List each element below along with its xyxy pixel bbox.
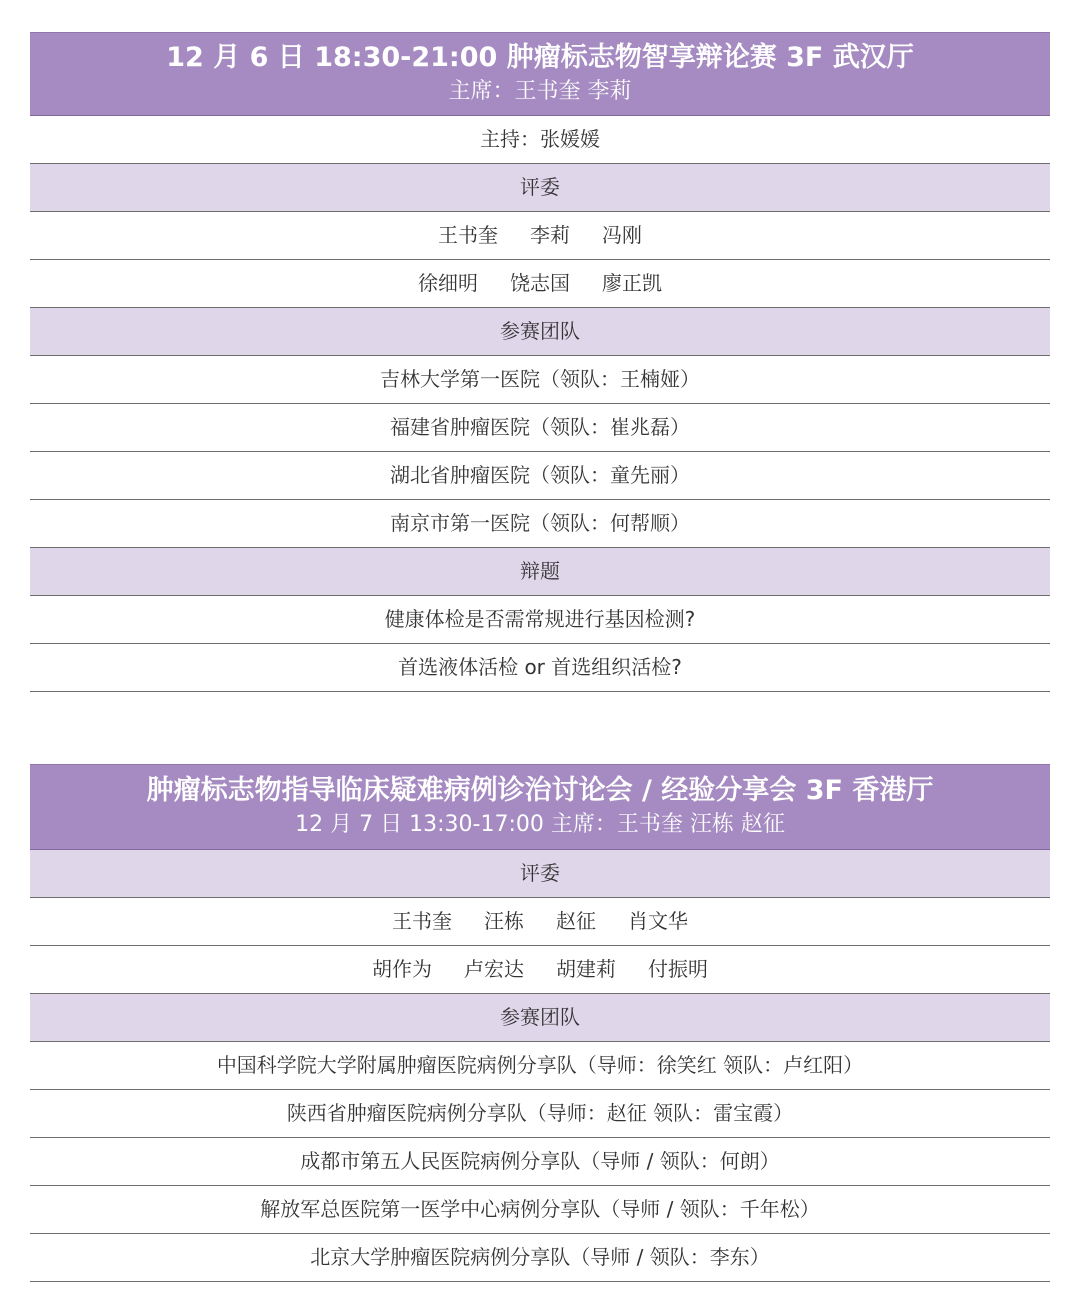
team-row: 福建省肿瘤医院（领队：崔兆磊） xyxy=(30,404,1050,452)
judge-name: 冯刚 xyxy=(602,223,642,247)
debate-session-chair: 主席：王书奎 李莉 xyxy=(448,79,632,104)
debate-judges-label: 评委 xyxy=(30,164,1050,212)
debate-session-table xyxy=(30,32,1050,692)
judge-name: 王书奎 xyxy=(392,909,452,933)
team-row: 成都市第五人民医院病例分享队（导师 / 领队：何朗） xyxy=(30,1138,1050,1186)
team-row: 解放军总医院第一医学中心病例分享队（导师 / 领队：千年松） xyxy=(30,1186,1050,1234)
team-row: 南京市第一医院（领队：何帮顺） xyxy=(30,500,1050,548)
debate-topics-label: 辩题 xyxy=(30,548,1050,596)
debate-judges-row-1 xyxy=(30,212,1050,260)
judge-name: 卢宏达 xyxy=(464,957,524,981)
debate-session-header xyxy=(30,32,1050,116)
team-row: 吉林大学第一医院（领队：王楠娅） xyxy=(30,356,1050,404)
judge-name: 胡建莉 xyxy=(556,957,616,981)
judge-name: 付振明 xyxy=(648,957,708,981)
judge-name: 廖正凯 xyxy=(602,271,662,295)
team-row: 陕西省肿瘤医院病例分享队（导师：赵征 领队：雷宝霞） xyxy=(30,1090,1050,1138)
team-row: 湖北省肿瘤医院（领队：童先丽） xyxy=(30,452,1050,500)
team-row: 中国科学院大学附属肿瘤医院病例分享队（导师：徐笑红 领队：卢红阳） xyxy=(30,1042,1050,1090)
debate-host: 主持：张媛媛 xyxy=(30,116,1050,164)
case-judges-row-2 xyxy=(30,946,1050,994)
debate-teams-label: 参赛团队 xyxy=(30,308,1050,356)
judge-name: 赵征 xyxy=(556,909,596,933)
case-teams-label: 参赛团队 xyxy=(30,994,1050,1042)
topic-row: 健康体检是否需常规进行基因检测? xyxy=(30,596,1050,644)
case-judges-row-1 xyxy=(30,898,1050,946)
case-discussion-table xyxy=(30,764,1050,1282)
judge-name: 胡作为 xyxy=(372,957,432,981)
case-discussion-title: 肿瘤标志物指导临床疑难病例诊治讨论会 / 经验分享会 3F 香港厅 xyxy=(146,775,934,806)
judge-name: 汪栋 xyxy=(484,909,524,933)
team-row: 北京大学肿瘤医院病例分享队（导师 / 领队：李东） xyxy=(30,1234,1050,1282)
judge-name: 饶志国 xyxy=(510,271,570,295)
topic-row: 首选液体活检 or 首选组织活检? xyxy=(30,644,1050,692)
judge-name: 王书奎 xyxy=(438,223,498,247)
judge-name: 肖文华 xyxy=(628,909,688,933)
case-discussion-subtitle: 12 月 7 日 13:30-17:00 主席：王书奎 汪栋 赵征 xyxy=(295,812,785,837)
debate-judges-row-2 xyxy=(30,260,1050,308)
judge-name: 李莉 xyxy=(530,223,570,247)
debate-session-title: 12 月 6 日 18:30-21:00 肿瘤标志物智享辩论赛 3F 武汉厅 xyxy=(166,42,914,73)
judge-name: 徐细明 xyxy=(418,271,478,295)
case-discussion-header xyxy=(30,764,1050,850)
case-judges-label: 评委 xyxy=(30,850,1050,898)
